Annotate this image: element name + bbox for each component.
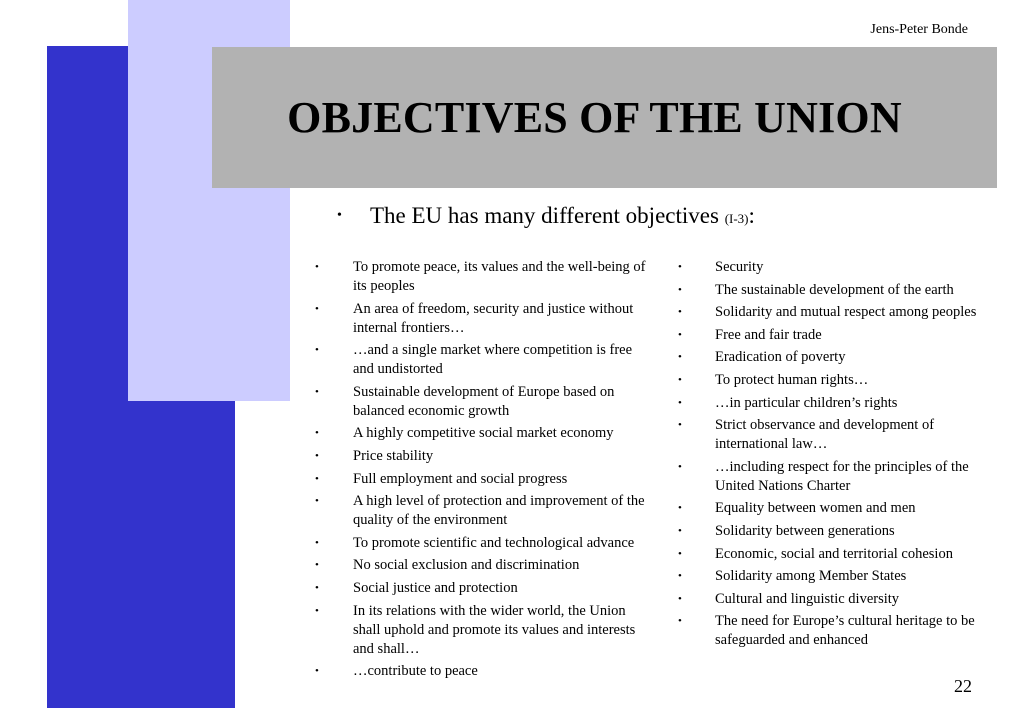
- left-objectives-list: [315, 258, 655, 685]
- list-item: [678, 303, 988, 322]
- list-item: [678, 326, 988, 345]
- list-item-text: Free and fair trade: [715, 326, 822, 343]
- list-item: [678, 394, 988, 413]
- list-item-text: Economic, social and territorial cohesion: [715, 545, 953, 562]
- list-item-text: Strict observance and development of international law…: [715, 417, 935, 453]
- list-item-text: Social justice and protection: [353, 579, 518, 596]
- list-item: [315, 556, 655, 575]
- list-item: [315, 300, 655, 338]
- bullet-icon: •: [315, 449, 319, 462]
- list-item-text: …in particular children’s rights: [715, 394, 898, 411]
- list-item-text: In its relations with the wider world, the Union shall uphold and promote its values and interests and shall…: [353, 602, 636, 657]
- list-item-text: …contribute to peace: [353, 663, 478, 680]
- bullet-icon: •: [678, 306, 682, 319]
- list-item: [678, 612, 988, 650]
- bullet-icon: •: [315, 302, 319, 315]
- intro-text: [370, 203, 755, 229]
- right-objectives-list: [678, 258, 988, 654]
- list-item-text: Solidarity between generations: [715, 522, 895, 539]
- list-item: [315, 492, 655, 530]
- list-item: [315, 258, 655, 296]
- intro-line: [337, 203, 755, 229]
- bullet-icon: •: [315, 559, 319, 572]
- page-number: 22: [954, 676, 972, 696]
- intro-bullet: •: [337, 208, 342, 223]
- list-item-text: Sustainable development of Europe based on balanced economic growth: [353, 383, 615, 419]
- bullet-icon: •: [678, 524, 682, 537]
- list-item: [315, 470, 655, 489]
- list-item: [315, 579, 655, 598]
- intro-article-ref: (I-3): [724, 211, 749, 226]
- list-item-text: …including respect for the principles of the United Nations Charter: [715, 458, 969, 494]
- bullet-icon: •: [678, 261, 682, 273]
- list-item: [315, 447, 655, 466]
- list-item-text: To promote peace, its values and the well-being of its peoples: [353, 259, 646, 294]
- bullet-icon: •: [315, 385, 319, 398]
- list-item: [315, 534, 655, 553]
- bullet-icon: •: [678, 283, 682, 296]
- list-item-text: The need for Europe’s cultural heritage to be safeguarded and enhanced: [715, 613, 975, 649]
- list-item: [315, 602, 655, 659]
- bullet-icon: •: [678, 547, 682, 560]
- list-item-text: No social exclusion and discrimination: [353, 557, 580, 574]
- list-item-text: To promote scientific and technological advance: [353, 534, 635, 551]
- bullet-icon: •: [678, 502, 682, 515]
- list-item-text: To protect human rights…: [715, 371, 869, 388]
- bullet-icon: •: [315, 472, 319, 485]
- list-item-text: The sustainable development of the earth: [715, 281, 954, 298]
- list-item: [678, 522, 988, 541]
- list-item: [678, 499, 988, 518]
- list-item: [315, 341, 655, 379]
- list-item-text: Price stability: [353, 447, 434, 464]
- list-item: [678, 258, 988, 277]
- list-item-text: A high level of protection and improvement of the quality of the environment: [353, 493, 645, 529]
- bullet-icon: •: [315, 344, 319, 357]
- bullet-icon: •: [315, 495, 319, 508]
- bullet-icon: •: [315, 536, 319, 549]
- title-banner: [212, 47, 997, 188]
- bullet-icon: •: [678, 373, 682, 386]
- list-item: [315, 383, 655, 421]
- list-item: [678, 567, 988, 586]
- list-item-text: Security: [715, 259, 764, 275]
- bullet-icon: •: [315, 604, 319, 617]
- list-item: [678, 371, 988, 390]
- list-item-text: A highly competitive social market economy: [353, 425, 614, 442]
- bullet-icon: •: [678, 351, 682, 364]
- list-item-text: An area of freedom, security and justice without internal frontiers…: [353, 300, 634, 336]
- bullet-icon: •: [678, 328, 682, 341]
- list-item-text: Equality between women and men: [715, 500, 916, 517]
- bullet-icon: •: [678, 396, 682, 409]
- list-item: [678, 590, 988, 609]
- author-name: Jens-Peter Bonde: [870, 22, 968, 37]
- intro-colon: :: [748, 203, 755, 228]
- list-item: [678, 545, 988, 564]
- list-item-text: …and a single market where competition is free and undistorted: [353, 342, 633, 378]
- bullet-icon: •: [678, 460, 682, 473]
- intro-main-text: The EU has many different objectives: [370, 203, 725, 228]
- list-item: [678, 416, 988, 454]
- bullet-icon: •: [315, 427, 319, 440]
- list-item: [678, 348, 988, 367]
- bullet-icon: •: [678, 592, 682, 605]
- list-item-text: Eradication of poverty: [715, 349, 846, 366]
- bullet-icon: •: [678, 570, 682, 583]
- list-item: [315, 424, 655, 443]
- bullet-icon: •: [315, 665, 319, 678]
- list-item-text: Full employment and social progress: [353, 470, 568, 487]
- list-item: [678, 458, 988, 496]
- list-item-text: Solidarity and mutual respect among peoples: [715, 304, 977, 321]
- list-item-text: Solidarity among Member States: [715, 568, 907, 585]
- slide-title: OBJECTIVES OF THE UNION: [287, 93, 902, 142]
- list-item: [315, 662, 655, 681]
- list-item-text: Cultural and linguistic diversity: [715, 590, 900, 607]
- list-item: [678, 281, 988, 300]
- bullet-icon: •: [315, 261, 319, 273]
- bullet-icon: •: [315, 581, 319, 594]
- bullet-icon: •: [678, 419, 682, 432]
- bullet-icon: •: [678, 615, 682, 628]
